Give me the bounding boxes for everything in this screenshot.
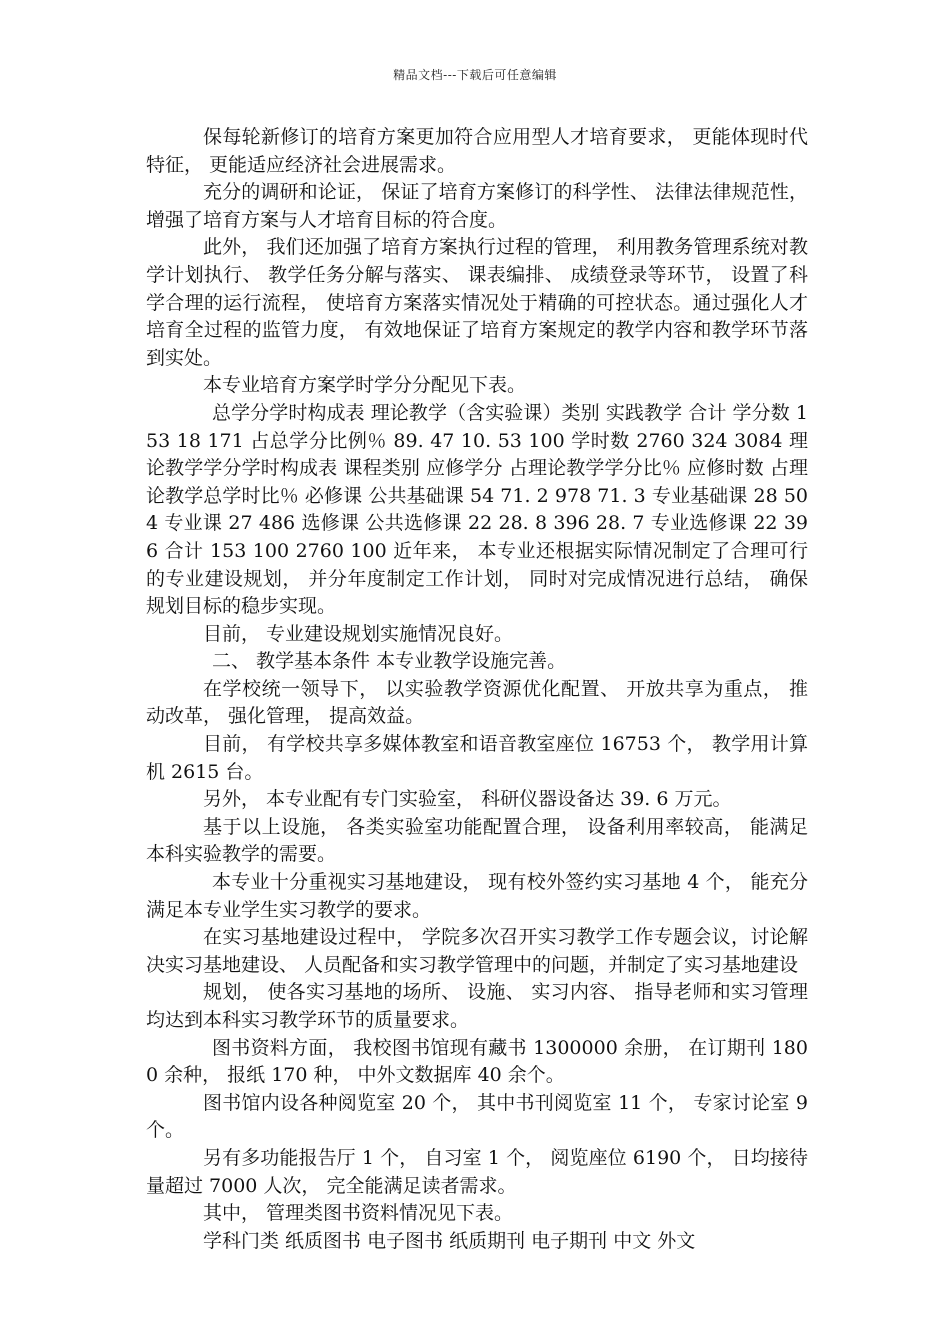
paragraph: 另外， 本专业配有专门实验室， 科研仪器设备达 39. 6 万元。 [203, 788, 732, 811]
paragraph: 规划， 使各实习基地的场所、 设施、 实习内容、 指导老师和实习管理均达到本科实习教学环节的质量要求。 [146, 981, 808, 1031]
paragraph: 基于以上设施， 各类实验室功能配置合理， 设备利用率较高， 能满足本科实验教学的需要。 [146, 815, 808, 866]
paragraph: 其中， 管理类图书资料情况见下表。 [203, 1202, 514, 1225]
paragraph: 目前， 有学校共享多媒体教室和语音教室座位 16753 个， 教学用计算机 2615 台。 [146, 733, 808, 783]
paragraph: 本专业培育方案学时学分分配见下表。 [203, 374, 527, 397]
document-body [146, 124, 808, 1255]
paragraph: 在实习基地建设过程中， 学院多次召开实习教学工作专题会议，讨论解决实习基地建设、 人员配备和实习教学管理中的问题，并制定了实习基地建设 [146, 926, 808, 976]
paragraph: 图书馆内设各种阅览室 20 个， 其中书刊阅览室 11 个， 专家讨论室 9 个。 [146, 1091, 808, 1142]
paragraph: 学科门类 纸质图书 电子图书 纸质期刊 电子期刊 中文 外文 [203, 1229, 696, 1252]
paragraph: 充分的调研和论证， 保证了培育方案修订的科学性、 法律法律规范性，增强了培育方案与人才培育目标的符合度。 [146, 181, 808, 231]
paragraph: 此外， 我们还加强了培育方案执行过程的管理， 利用教务管理系统对教学计划执行、 教学任务分解与落实、 课表编排、 成绩登录等环节， 设置了科学合理的运行流程， 使培育方案落实情况处于精确的可控状态。通过强化人才培育全过程的监管力度， 有效地保证了培育方案规定的教学内容和教学环节落到实处。 [146, 236, 808, 369]
paragraph: 在学校统一领导下， 以实验教学资源优化配置、 开放共享为重点， 推动改革， 强化管理， 提高效益。 [146, 677, 808, 728]
paragraph: 目前， 专业建设规划实施情况良好。 [203, 622, 514, 645]
paragraph: 二、 教学基本条件 本专业教学设施完善。 [212, 650, 567, 673]
page-header: 精品文档---下载后可任意编辑 [393, 68, 557, 82]
paragraph: 总学分学时构成表 理论教学（含实验课）类别 实践教学 合计 学分数 153 18 171 占总学分比例％ 89. 47 10. 53 100 学时数 2760 324 3084 理论教学学分学时构成表 课程类别 应修学分 占理论教学学分比％ 应修时数 占理论教学总学时比％ 必修课 公共基础课 54 71. 2 978 71. 3 专业基础课 28 504 专业课 27 486 选修课 公共选修课 22 28. 8 396 28. 7 专业选修课 22 396 合计 153 100 2760 100 近年来， 本专业还根据实际情况制定了合理可行的专业建设规划， 并分年度制定工作计划， 同时对完成情况进行总结， 确保规划目标的稳步实现。 [146, 401, 808, 618]
paragraph: 本专业十分重视实习基地建设， 现有校外签约实习基地 4 个， 能充分满足本专业学生实习教学的要求。 [146, 871, 808, 921]
paragraph: 图书资料方面， 我校图书馆现有藏书 1300000 余册， 在订期刊 1800 余种， 报纸 170 种， 中外文数据库 40 余个。 [146, 1036, 808, 1087]
paragraph: 保每轮新修订的培育方案更加符合应用型人才培育要求， 更能体现时代特征， 更能适应经济社会进展需求。 [146, 126, 808, 176]
paragraph: 另有多功能报告厅 1 个， 自习室 1 个， 阅览座位 6190 个， 日均接待量超过 7000 人次， 完全能满足读者需求。 [146, 1146, 808, 1197]
